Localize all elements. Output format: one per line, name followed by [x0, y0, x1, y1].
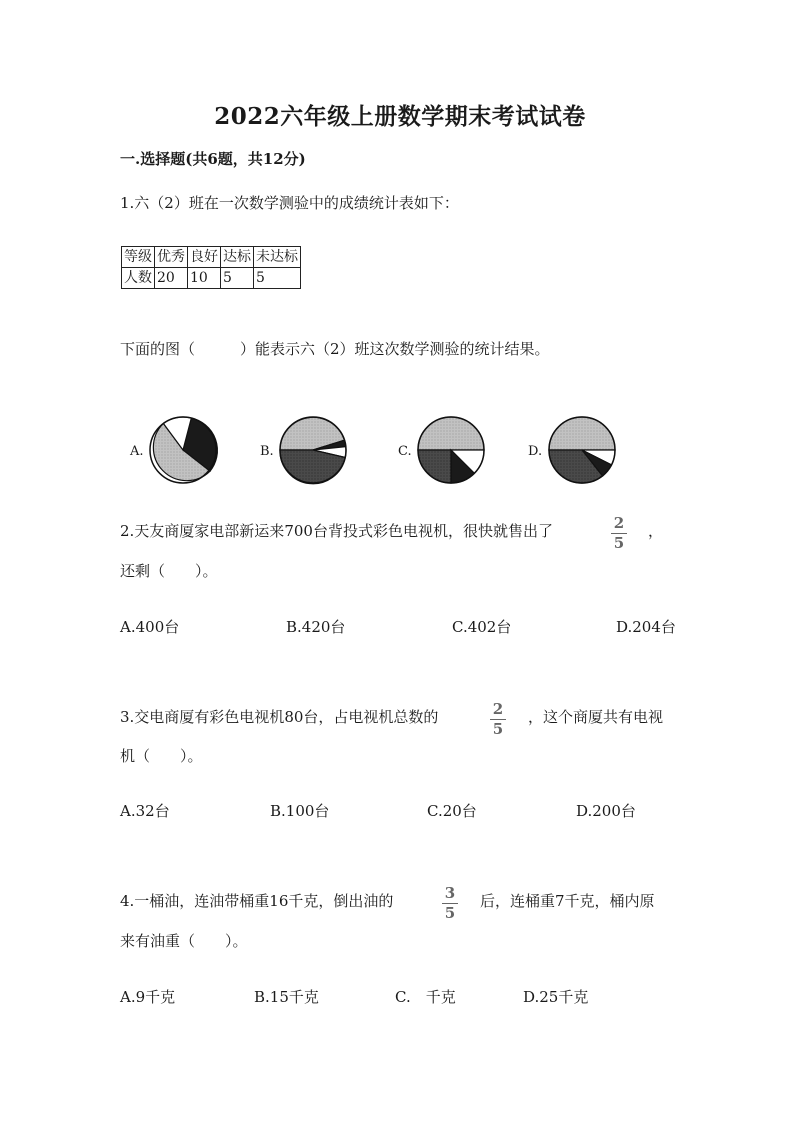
table-row	[122, 268, 301, 289]
q2-option-a[interactable]: A.400台	[120, 618, 180, 636]
q3-option-b[interactable]: B.100台	[270, 802, 330, 820]
fraction-numerator: 2	[492, 700, 504, 718]
question-3-text-tail: ，这个商厦共有电视	[528, 708, 664, 726]
question-3-text: 3.交电商厦有彩色电视机80台，占电视机总数的	[120, 708, 439, 726]
fraction-denominator: 5	[613, 534, 625, 552]
question-1-prompt: 下面的图（ ）能表示六（2）班这次数学测验的统计结果。	[120, 340, 550, 358]
table-cell: 5	[221, 268, 254, 289]
pie-chart-c[interactable]	[418, 417, 484, 483]
question-2-text-cont: 还剩（ ）。	[120, 562, 218, 580]
question-2-comma: ，	[648, 522, 664, 540]
pie-chart-b[interactable]	[280, 417, 346, 484]
q3-option-a[interactable]: A.32台	[120, 802, 170, 820]
fraction-denominator: 5	[444, 904, 456, 922]
pie-b-slice-dotted	[280, 450, 345, 484]
q4-option-b[interactable]: B.15千克	[254, 988, 319, 1006]
question-4-text-cont: 来有油重（ ）。	[120, 932, 248, 950]
pie-options-figure	[110, 400, 650, 500]
fraction-denominator: 5	[492, 720, 504, 738]
fraction-numerator: 3	[444, 884, 456, 902]
q2-option-c[interactable]: C.402台	[452, 618, 512, 636]
table-cell: 优秀	[155, 247, 188, 268]
question-4-text-tail: 后，连桶重7千克，桶内原	[480, 892, 655, 910]
option-b-label: B.	[260, 444, 274, 459]
option-a-label: A.	[130, 444, 144, 459]
question-3-text-cont: 机（ ）。	[120, 747, 203, 765]
score-table	[121, 246, 301, 289]
table-cell: 5	[254, 268, 301, 289]
q4-option-a[interactable]: A.9千克	[120, 988, 176, 1006]
q2-option-b[interactable]: B.420台	[286, 618, 346, 636]
table-cell: 等级	[122, 247, 155, 268]
pie-c-slice-light	[418, 417, 484, 450]
question-1-text: 1.六（2）班在一次数学测验中的成绩统计表如下：	[120, 194, 459, 212]
pie-d-slice-light	[549, 417, 615, 450]
option-c-label: C.	[398, 444, 412, 459]
document-title: 2022六年级上册数学期末考试试卷	[214, 103, 586, 130]
table-cell: 达标	[221, 247, 254, 268]
pie-chart-a[interactable]	[150, 417, 217, 483]
fraction-numerator: 2	[613, 514, 625, 532]
table-cell: 10	[188, 268, 221, 289]
q4-option-d[interactable]: D.25千克	[523, 988, 589, 1006]
question-3-fraction	[488, 701, 508, 738]
q3-option-d[interactable]: D.200台	[576, 802, 636, 820]
pie-chart-d[interactable]	[549, 417, 615, 483]
q3-option-c[interactable]: C.20台	[427, 802, 477, 820]
table-cell: 20	[155, 268, 188, 289]
question-2-fraction	[609, 515, 629, 552]
q4-option-c[interactable]: C. 千克	[395, 988, 456, 1006]
q2-option-d[interactable]: D.204台	[616, 618, 676, 636]
section-heading: 一.选择题(共6题，共12分)	[120, 150, 306, 168]
question-2-text: 2.天友商厦家电部新运来700台背投式彩色电视机，很快就售出了	[120, 522, 553, 540]
table-row	[122, 247, 301, 268]
table-cell: 未达标	[254, 247, 301, 268]
question-4-text: 4.一桶油，连油带桶重16千克，倒出油的	[120, 892, 394, 910]
option-d-label: D.	[528, 444, 543, 459]
table-cell: 良好	[188, 247, 221, 268]
table-cell: 人数	[122, 268, 155, 289]
question-4-fraction	[440, 885, 460, 922]
